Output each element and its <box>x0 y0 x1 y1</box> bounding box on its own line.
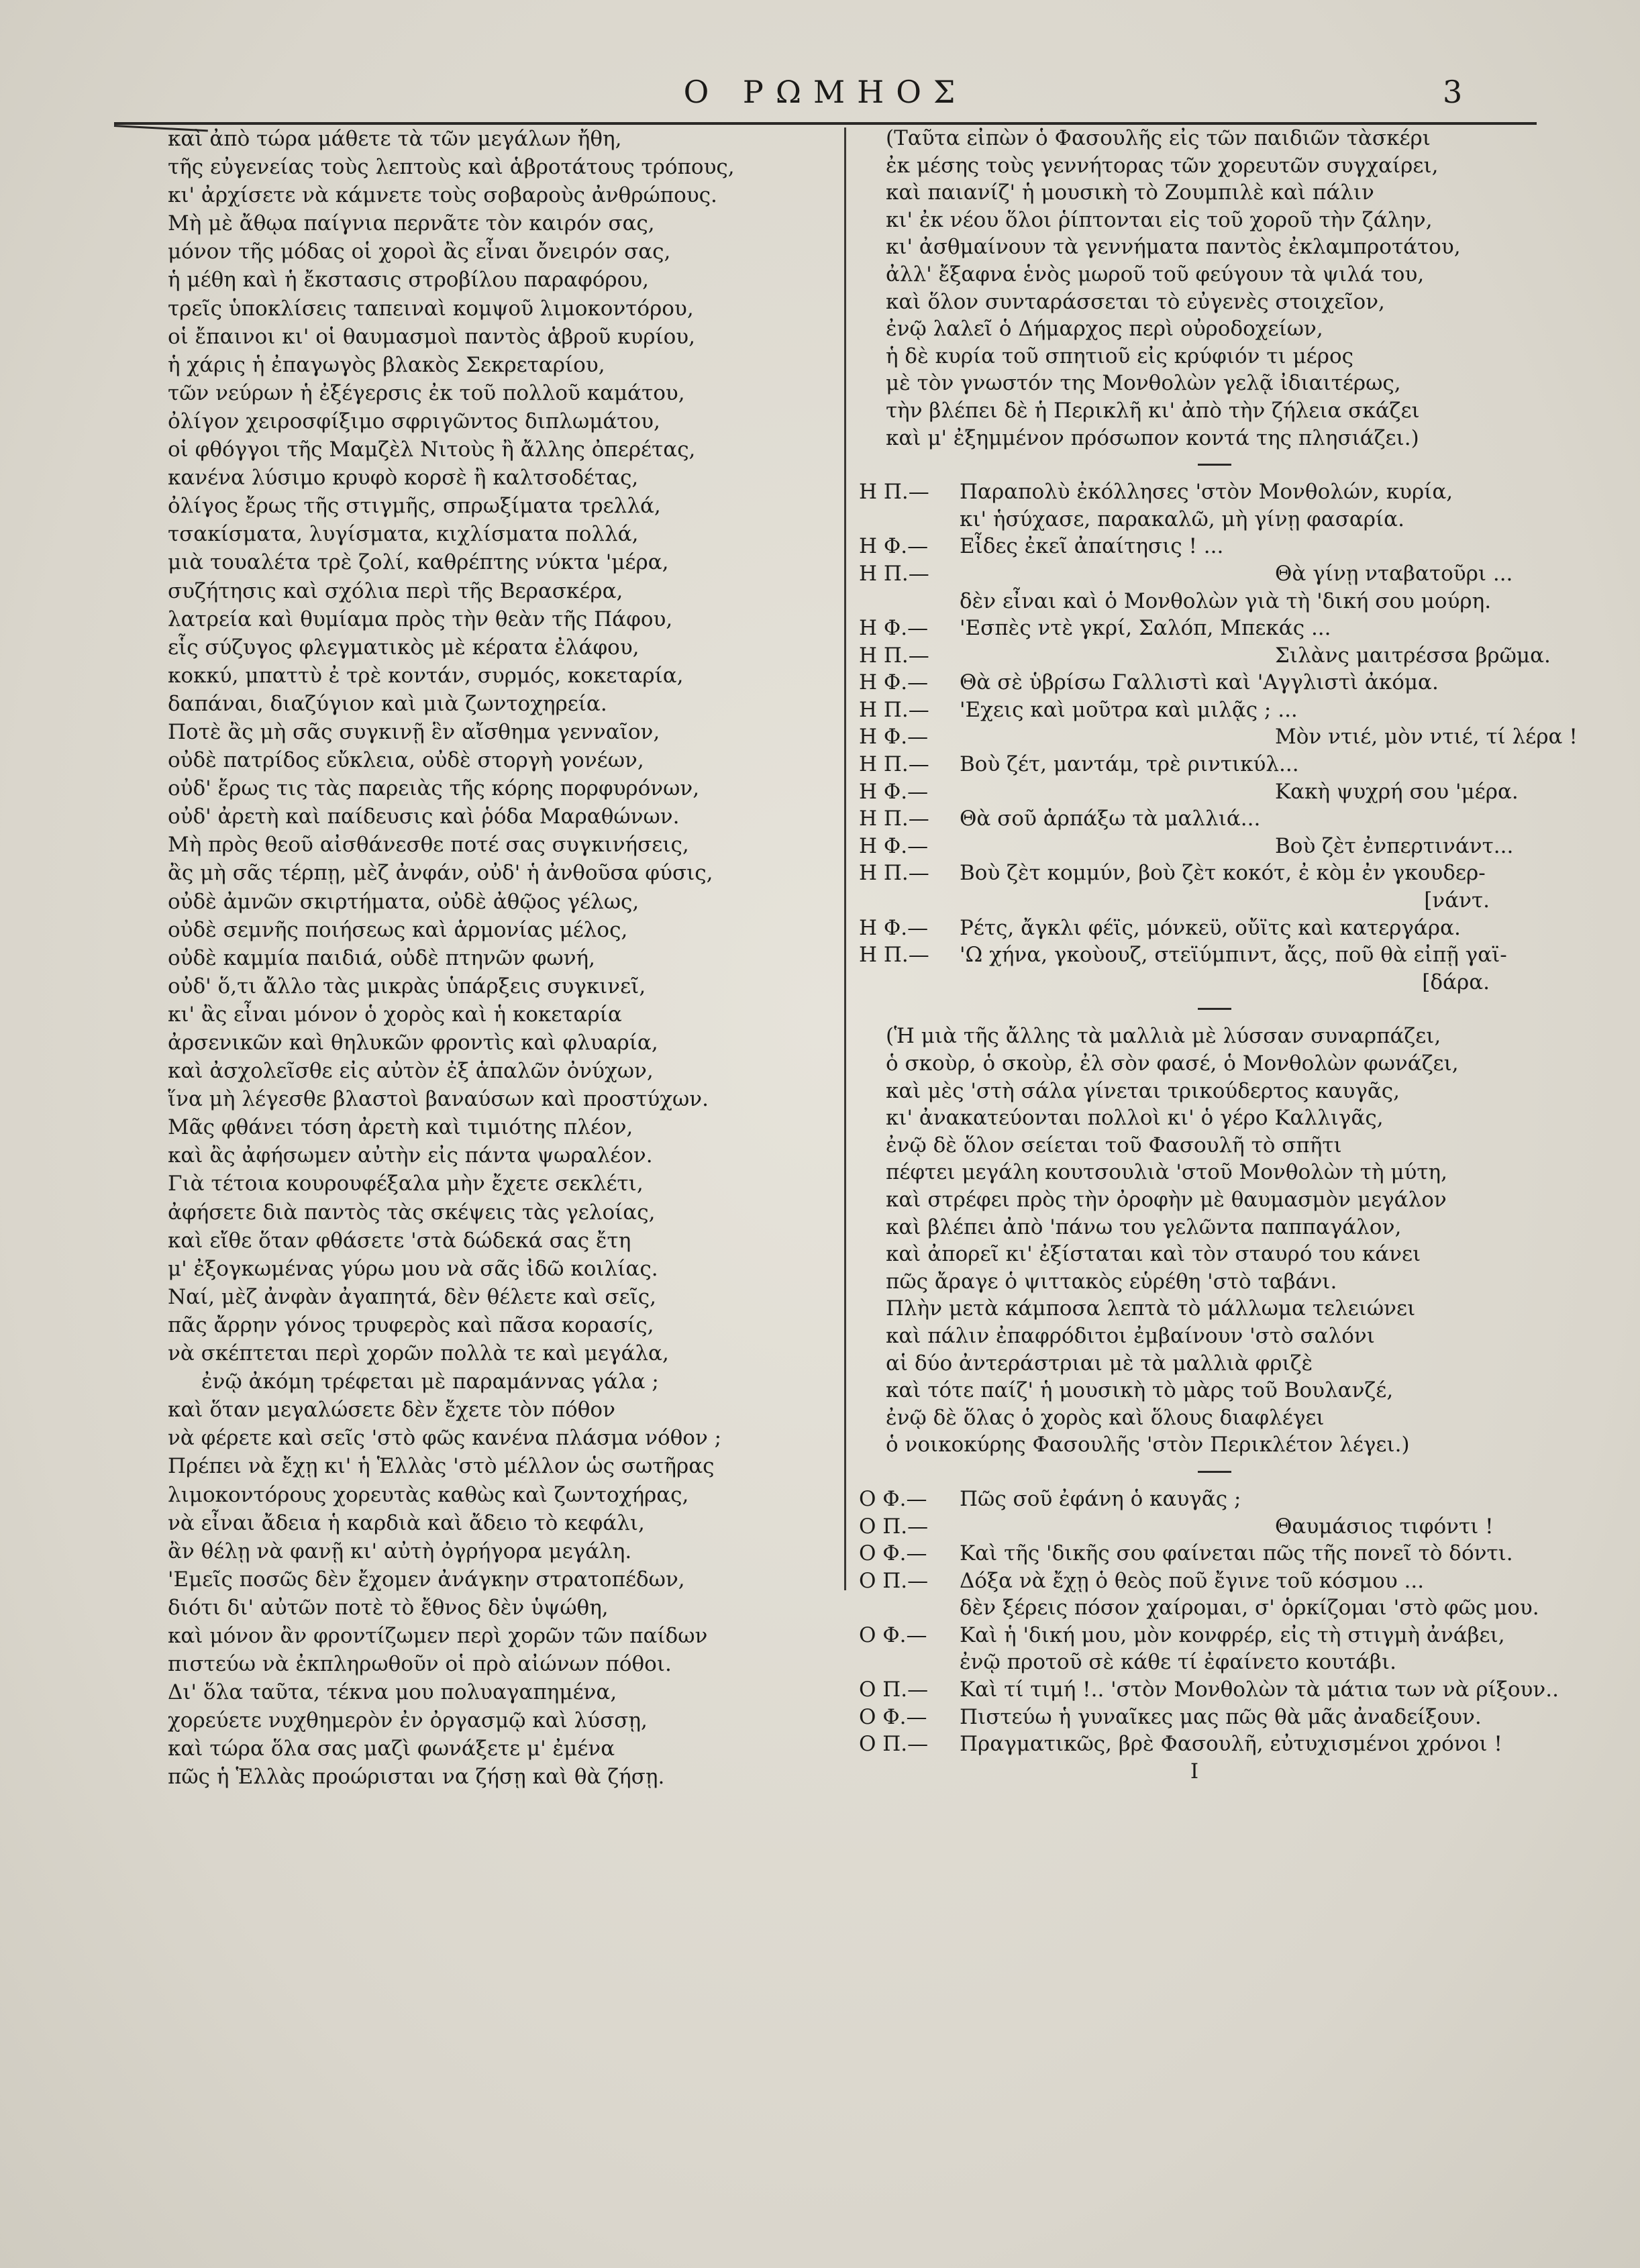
verse-line: μιὰ τουαλέτα τρὲ ζολί, καθρέπτης νύκτα 'μέρα, <box>168 550 669 575</box>
speaker-label: Ο Φ.— <box>859 1622 927 1647</box>
stage-line: ἐνῷ λαλεῖ ὁ Δήμαρχος περὶ οὐροδοχείων, <box>886 317 1323 342</box>
closing-mark: Ι <box>1190 1759 1199 1784</box>
dialogue-line <box>859 1731 1530 1758</box>
dialogue-text: Θὰ σὲ ὑβρίσω Γαλλιστὶ καὶ 'Αγγλιστὶ ἀκόμα. <box>960 670 1439 695</box>
stage-line: ἐνῷ δὲ ὅλας ὁ χορὸς καὶ ὅλους διαφλέγει <box>886 1405 1325 1430</box>
verse-line: νὰ φέρετε καὶ σεῖς 'στὸ φῶς κανένα πλάσμα νόθον ; <box>168 1426 722 1451</box>
verse-line: Δι' ὅλα ταῦτα, τέκνα μου πολυαγαπημένα, <box>168 1680 617 1705</box>
verse-line: ἂς μὴ σᾶς τέρπῃ, μὲζ ἀνφάν, οὐδ' ἡ ἀνθοῦσα φύσις, <box>168 861 713 886</box>
verse-line: Μὴ πρὸς θεοῦ αἰσθάνεσθε ποτέ σας συγκινήσεις, <box>168 833 689 858</box>
speaker-label: Η Π.— <box>859 561 929 586</box>
verse-line: διότι δι' αὐτῶν ποτὲ τὸ ἔθνος δὲν ὑψώθη, <box>168 1595 609 1620</box>
dialogue-text: Καὶ ἡ 'δική μου, μὸν κονφρέρ, εἰς τὴ στιγμὴ ἀνάβει, <box>960 1622 1505 1647</box>
dialogue-text: Βοὺ ζὲτ κομμύν, βοὺ ζὲτ κοκότ, ἐ κὸμ ἐν γκουδερ- <box>960 861 1486 886</box>
verse-line: οὐδ' ἀρετὴ καὶ παίδευσις καὶ ῥόδα Μαραθώνων. <box>168 805 680 829</box>
dialogue-line <box>859 1594 1539 1622</box>
stage-line: ἐκ μέσης τοὺς γεννήτορας τῶν χορευτῶν συγχαίρει, <box>886 153 1439 178</box>
dialogue-text: [νάντ. <box>1424 888 1490 913</box>
dialogue-text: Βοὺ ζέτ, μαντάμ, τρὲ ριντικύλ... <box>960 752 1299 777</box>
dialogue-line <box>859 860 1530 887</box>
dialogue-line <box>859 751 1530 778</box>
dialogue-text: δὲν εἶναι καὶ ὁ Μονθολὼν γιὰ τὴ 'δική σου μούρη. <box>960 588 1492 613</box>
speaker-label: Η Φ.— <box>859 915 929 940</box>
dialogue-line <box>859 533 1530 560</box>
dialogue-text: δὲν ξέρεις πόσον χαίρομαι, σ' ὁρκίζομαι 'στὸ φῶς μου. <box>960 1596 1539 1620</box>
dialogue-line <box>859 1676 1559 1704</box>
dialogue-text: Θὰ σοῦ ἁρπάξω τὰ μαλλιά... <box>960 807 1261 831</box>
verse-line: νὰ εἶναι ἄδεια ἡ καρδιὰ καὶ ἄδειο τὸ κεφάλι, <box>168 1510 645 1535</box>
verse-line: οὐδ' ὅ,τι ἄλλο τὰς μικρὰς ὑπάρξεις συγκινεῖ, <box>168 974 646 998</box>
page-number: 3 <box>1443 74 1463 110</box>
verse-line: τῆς εὐγενείας τοὺς λεπτοὺς καὶ ἁβροτάτους τρόπους, <box>168 155 735 180</box>
dialogue-line <box>859 778 1530 806</box>
dialogue-line <box>859 1567 1530 1595</box>
left-column <box>168 125 839 1792</box>
verse-line: καὶ εἴθε ὅταν φθάσετε 'στὰ δώδεκά σας ἔτη <box>168 1228 631 1253</box>
dialogue-line <box>859 915 1530 942</box>
verse-line: Πρέπει νὰ ἔχῃ κι' ἡ Ἑλλὰς 'στὸ μέλλον ὡς σωτῆρας <box>168 1454 715 1479</box>
dialogue-text: Παραπολὺ ἐκόλλησες 'στὸν Μονθολών, κυρία, <box>960 480 1453 505</box>
dialogue-text: Θὰ γίνῃ νταβατοῦρι ... <box>1275 561 1513 586</box>
speaker-label: Η Φ.— <box>859 534 929 559</box>
dialogue-text: 'Ω χήνα, γκοὺουζ, στεϊύμπιντ, ἄςς, ποῦ θὰ εἰπῇ γαϊ- <box>960 943 1507 968</box>
verse-line: κοκκύ, μπαττὺ ἐ τρὲ κοντάν, συρμός, κοκεταρία, <box>168 663 684 688</box>
dialogue-text: Σιλὰνς μαιτρέσσα βρῶμα. <box>1275 643 1551 668</box>
stage-line: ἐνῷ δὲ ὅλον σείεται τοῦ Φασουλῆ τὸ σπῆτι <box>886 1133 1342 1157</box>
dialogue-line <box>859 1540 1530 1567</box>
stage-line: καὶ μὲς 'στὴ σάλα γίνεται τρικούδερτος καυγᾶς, <box>886 1078 1400 1103</box>
dialogue-text: Εἶδες ἐκεῖ ἀπαίτησις ! ... <box>960 534 1224 559</box>
verse-line: χορεύετε νυχθημερὸν ἐν ὀργασμῷ καὶ λύσσῃ, <box>168 1708 648 1733</box>
speaker-label: Η Π.— <box>859 480 929 505</box>
verse-line: οὐδὲ καμμία παιδιά, οὐδὲ πτηνῶν φωνή, <box>168 945 595 970</box>
section-separator <box>1198 464 1231 466</box>
verse-line: νὰ σκέπτεται περὶ χορῶν πολλὰ τε καὶ μεγάλα, <box>168 1341 669 1366</box>
speaker-label: Η Φ.— <box>859 833 929 858</box>
speaker-label: Ο Π.— <box>859 1514 929 1539</box>
stage-line: πέφτει μεγάλη κουτσουλιὰ 'στοῦ Μονθολὼν τὴ μύτη, <box>886 1160 1447 1185</box>
speaker-label: Η Π.— <box>859 943 929 968</box>
verse-line: ὀλίγος ἔρως τῆς στιγμῆς, σπρωξίματα τρελλά, <box>168 494 661 519</box>
verse-line: τσακίσματα, λυγίσματα, κιχλίσματα πολλά, <box>168 522 639 547</box>
speaker-label: Η Π.— <box>859 643 929 668</box>
verse-line: καὶ μόνον ἂν φροντίζωμεν περὶ χορῶν τῶν παίδων <box>168 1623 708 1648</box>
dialogue-line <box>859 969 1530 996</box>
dialogue-text: κι' ἡσύχασε, παρακαλῶ, μὴ γίνῃ φασαρία. <box>960 507 1404 531</box>
dialogue-2 <box>859 1486 1559 1758</box>
verse-line: λατρεία καὶ θυμίαμα πρὸς τὴν θεὰν τῆς Πάφου, <box>168 607 673 631</box>
stage-line: καὶ ὅλον συνταράσσεται τὸ εὐγενὲς στοιχεῖον, <box>886 289 1385 314</box>
dialogue-line <box>859 1704 1530 1731</box>
verse-line: λιμοκοντόρους χορευτὰς καθὼς καὶ ζωντοχήρας, <box>168 1482 689 1507</box>
dialogue-line <box>859 615 1530 642</box>
dialogue-text: Ρέτς, ἄγκλι φέϊς, μόνκεϋ, οὔϊτς καὶ κατεργάρα. <box>960 915 1461 940</box>
verse-line: τῶν νεύρων ἡ ἐξέγερσις ἐκ τοῦ πολλοῦ καμάτου, <box>168 380 685 405</box>
verse-line: καὶ ἂς ἀφήσωμεν αὐτὴν εἰς πάντα ψωραλέον. <box>168 1143 653 1168</box>
verse-line: ἀφήσετε διὰ παντὸς τὰς σκέψεις τὰς γελοίας, <box>168 1200 656 1225</box>
speaker-label: Ο Φ.— <box>859 1541 927 1566</box>
speaker-label: Η Φ.— <box>859 616 929 641</box>
verse-line: κι' ἂς εἶναι μόνον ὁ χορὸς καὶ ἡ κοκεταρία <box>168 1002 622 1027</box>
verse-line: ἵνα μὴ λέγεσθε βλαστοὶ βαναύσων καὶ προστύχων. <box>168 1087 709 1112</box>
dialogue-line <box>859 588 1530 615</box>
dialogue-text: 'Εσπὲς ντὲ γκρί, Σαλόπ, Μπεκάς ... <box>960 616 1331 641</box>
verse-line: καὶ ἀπὸ τώρα μάθετε τὰ τῶν μεγάλων ἤθη, <box>168 127 622 151</box>
verse-line: 'Εμεῖς ποσῶς δὲν ἔχομεν ἀνάγκην στρατοπέδων, <box>168 1567 685 1592</box>
section-separator <box>1198 1471 1231 1473</box>
stage-line: καὶ πάλιν ἐπαφρόδιτοι ἐμβαίνουν 'στὸ σαλόνι <box>886 1323 1375 1348</box>
dialogue-line <box>859 1513 1530 1541</box>
verse-line: ἡ μέθη καὶ ἡ ἔκστασις στροβίλου παραφόρου, <box>168 268 649 293</box>
verse-line: οὐδὲ ἀμνῶν σκιρτήματα, οὐδὲ ἀθῷος γέλως, <box>168 889 639 914</box>
verse-line: συζήτησις καὶ σχόλια περὶ τῆς Βερασκέρα, <box>168 578 623 603</box>
dialogue-text: Καὶ τῆς 'δικῆς σου φαίνεται πῶς τῆς πονεῖ τὸ δόντι. <box>960 1541 1513 1566</box>
stage-line: ἀλλ' ἔξαφνα ἑνὸς μωροῦ τοῦ φεύγουν τὰ ψιλά του, <box>886 262 1425 287</box>
speaker-label: Ο Φ.— <box>859 1704 927 1729</box>
verse-line: οἱ φθόγγοι τῆς Μαμζὲλ Νιτοὺς ἢ ἄλλης ὀπερέτας, <box>168 437 696 462</box>
verse-line: Γιὰ τέτοια κουρουφέξαλα μὴν ἔχετε σεκλέτι, <box>168 1172 644 1196</box>
speaker-label: Η Π.— <box>859 807 929 831</box>
verse-line: καὶ ὅταν μεγαλώσετε δὲν ἔχετε τὸν πόθον <box>168 1398 615 1423</box>
verse-line: καὶ τώρα ὅλα σας μαζὶ φωνάξετε μ' ἐμένα <box>168 1737 615 1761</box>
speaker-label: Ο Π.— <box>859 1678 929 1702</box>
speaker-label: Η Π.— <box>859 752 929 777</box>
verse-line: οἱ ἔπαινοι κι' οἱ θαυμασμοὶ παντὸς ἁβροῦ κυρίου, <box>168 324 695 349</box>
speaker-label: Η Π.— <box>859 697 929 722</box>
verse-line: καὶ ἀσχολεῖσθε εἰς αὐτὸν ἐξ ἁπαλῶν ὀνύχων, <box>168 1059 654 1084</box>
speaker-label: Ο Π.— <box>859 1568 929 1593</box>
dialogue-line <box>859 1649 1530 1676</box>
stage-line: (Ἡ μιὰ τῆς ἄλλης τὰ μαλλιὰ μὲ λύσσαν συναρπάζει, <box>886 1024 1441 1049</box>
stage-line: κι' ἀσθμαίνουν τὰ γεννήματα παντὸς ἐκλαμπροτάτου, <box>886 235 1461 260</box>
dialogue-line <box>859 669 1530 697</box>
speaker-label: Η Φ.— <box>859 779 929 804</box>
stage-line: κι' ἀνακατεύονται πολλοὶ κι' ὁ γέρο Καλλιγᾶς, <box>886 1106 1384 1131</box>
verse-line: μόνον τῆς μόδας οἱ χοροὶ ἂς εἶναι ὄνειρόν σας, <box>168 240 671 264</box>
stage-line: καὶ τότε παίζ' ἡ μουσικὴ τὸ μὰρς τοῦ Βουλανζέ, <box>886 1378 1394 1403</box>
dialogue-line <box>859 642 1551 670</box>
dialogue-line <box>859 478 1530 506</box>
dialogue-line <box>859 1622 1530 1649</box>
stage-line: αἱ δύο ἀντεράστριαι μὲ τὰ μαλλιὰ φριζὲ <box>886 1351 1313 1376</box>
dialogue-text: Μὸν ντιέ, μὸν ντιέ, τί λέρα ! <box>1275 725 1578 750</box>
stage-line: ἡ δὲ κυρία τοῦ σπητιοῦ εἰς κρύφιόν τι μέρος <box>886 344 1353 368</box>
verse-line: κι' ἀρχίσετε νὰ κάμνετε τοὺς σοβαροὺς ἀνθρώπους. <box>168 183 717 208</box>
speaker-label: Η Φ.— <box>859 670 929 695</box>
stage-line: καὶ μ' ἐξημμένον πρόσωπον κοντά της πλησιάζει.) <box>886 425 1419 450</box>
stage-direction-1 <box>859 125 1530 452</box>
dialogue-line <box>859 941 1530 969</box>
verse-line: εἷς σύζυγος φλεγματικὸς μὲ κέρατα ἐλάφου, <box>168 635 639 660</box>
masthead: Ο ΡΩΜΗΟΣ <box>683 74 968 110</box>
stage-line: (Ταῦτα εἰπὼν ὁ Φασουλῆς εἰς τῶν παιδιῶν τὰσκέρι <box>886 126 1431 150</box>
verse-line: πιστεύω νὰ ἐκπληρωθοῦν οἱ πρὸ αἰώνων πόθοι. <box>168 1652 672 1677</box>
verse-line: ἐνῷ ἀκόμη τρέφεται μὲ παραμάννας γάλα ; <box>201 1370 659 1394</box>
stage-line: τὴν βλέπει δὲ ἡ Περικλῆ κι' ἀπὸ τὴν ζήλεια σκάζει <box>886 398 1420 423</box>
dialogue-text: Πραγματικῶς, βρὲ Φασουλῆ, εὐτυχισμένοι χρόνοι ! <box>960 1732 1502 1757</box>
dialogue-text: ἐνῷ προτοῦ σὲ κάθε τί ἐφαίνετο κουτάβι. <box>960 1650 1396 1675</box>
verse-line: κανένα λύσιμο κρυφὸ κορσὲ ἢ καλτσοδέτας, <box>168 466 639 491</box>
speaker-label: Η Φ.— <box>859 725 929 750</box>
dialogue-text: Καὶ τί τιμή !.. 'στὸν Μονθολὼν τὰ μάτια των νὰ ρίξουν.. <box>960 1678 1559 1702</box>
stage-direction-2 <box>859 1023 1530 1459</box>
dialogue-text: Πιστεύω ἡ γυναῖκες μας πῶς θὰ μᾶς ἀναδείξουν. <box>960 1704 1482 1729</box>
stage-line: κι' ἐκ νέου ὅλοι ῥίπτονται εἰς τοῦ χοροῦ τὴν ζάλην, <box>886 207 1433 232</box>
verse-line: ὀλίγον χειροσφίξιμο σφριγῶντος διπλωμάτου, <box>168 409 660 433</box>
page-header <box>0 74 1640 114</box>
verse-line: ἡ χάρις ἡ ἐπαγωγὸς βλακὸς Σεκρεταρίου, <box>168 352 605 377</box>
verse-line: Μὴ μὲ ἄθῳα παίγνια περνᾶτε τὸν καιρόν σας, <box>168 211 655 236</box>
verse-line: πῶς ἡ Ἑλλὰς προώρισται να ζήσῃ καὶ θὰ ζήσῃ. <box>168 1765 665 1790</box>
verse-line: οὐδὲ πατρίδος εὔκλεια, οὐδὲ στοργὴ γονέων, <box>168 748 644 773</box>
stage-line: Πλὴν μετὰ κάμποσα λεπτὰ τὸ μάλλωμα τελειώνει <box>886 1296 1416 1321</box>
verse-line: Μᾶς φθάνει τόση ἀρετὴ καὶ τιμιότης πλέον, <box>168 1115 633 1140</box>
verse-line: Ναί, μὲζ ἀνφὰν ἀγαπητά, δὲν θέλετε καὶ σεῖς, <box>168 1284 657 1309</box>
verse-line: Ποτὲ ἂς μὴ σᾶς συγκινῇ ἓν αἴσθημα γενναῖον, <box>168 719 660 744</box>
dialogue-text: 'Εχεις καὶ μοῦτρα καὶ μιλᾷς ; ... <box>960 697 1298 722</box>
speaker-label: Ο Π.— <box>859 1732 929 1757</box>
dialogue-line <box>859 887 1530 915</box>
stage-line: ὁ νοικοκύρης Φασουλῆς 'στὸν Περικλέτον λέγει.) <box>886 1433 1410 1457</box>
section-separator <box>1198 1008 1231 1010</box>
verse-line: τρεῖς ὑποκλίσεις ταπειναὶ κομψοῦ λιμοκοντόρου, <box>168 296 694 321</box>
stage-line: πῶς ἄραγε ὁ ψιττακὸς εὑρέθη 'στὸ ταβάνι. <box>886 1269 1337 1294</box>
stage-line: ὁ σκοὺρ, ὁ σκοὺρ, ἐλ σὸν φασέ, ὁ Μονθολὼν φωνάζει, <box>886 1051 1459 1076</box>
verse-line: ἀρσενικῶν καὶ θηλυκῶν φροντὶς καὶ φλυαρία, <box>168 1031 658 1055</box>
stage-line: καὶ παιανίζ' ἡ μουσικὴ τὸ Ζουμπιλὲ καὶ πάλιν <box>886 181 1374 205</box>
dialogue-text: Κακὴ ψυχρή σου 'μέρα. <box>1275 779 1519 804</box>
dialogue-line <box>859 1486 1530 1513</box>
verse-line: δαπάναι, διαζύγιον καὶ μιὰ ζωντοχηρεία. <box>168 691 607 716</box>
dialogue-line <box>859 560 1530 588</box>
dialogue-line <box>859 506 1530 533</box>
column-divider <box>844 127 846 1590</box>
right-column <box>859 125 1578 1785</box>
dialogue-text: Βοὺ ζὲτ ἐνπερτινάντ... <box>1275 833 1514 858</box>
verse-line: μ' ἐξογκωμένας γύρω μου νὰ σᾶς ἰδῶ κοιλίας. <box>168 1256 658 1281</box>
verse-line: οὐδ' ἔρως τις τὰς παρειὰς τῆς κόρης πορφυρόνων, <box>168 776 700 801</box>
dialogue-text: [δάρα. <box>1422 970 1490 994</box>
stage-line: καὶ ἀπορεῖ κι' ἐξίσταται καὶ τὸν σταυρό του κάνει <box>886 1242 1421 1267</box>
dialogue-line <box>859 723 1578 751</box>
stage-line: καὶ βλέπει ἀπὸ 'πάνω του γελῶντα παππαγάλον, <box>886 1215 1402 1239</box>
verse-line: πᾶς ἄρρην γόνος τρυφερὸς καὶ πᾶσα κορασίς, <box>168 1312 654 1337</box>
speaker-label: Ο Φ.— <box>859 1486 927 1511</box>
dialogue-1 <box>859 478 1578 996</box>
verse-line: οὐδὲ σεμνῆς ποιήσεως καὶ ἁρμονίας μέλος, <box>168 917 628 942</box>
dialogue-text: Δόξα νὰ ἔχῃ ὁ θεὸς ποῦ ἔγινε τοῦ κόσμου ... <box>960 1568 1425 1593</box>
dialogue-line <box>859 805 1530 833</box>
stage-line: καὶ στρέφει πρὸς τὴν ὀροφὴν μὲ θαυμασμὸν μεγάλον <box>886 1187 1447 1212</box>
verse-line: ἂν θέλῃ νὰ φανῇ κι' αὐτὴ ὀγρήγορα μεγάλη. <box>168 1539 632 1563</box>
dialogue-line <box>859 833 1530 860</box>
dialogue-line <box>859 697 1530 724</box>
dialogue-text: Πῶς σοῦ ἐφάνη ὁ καυγᾶς ; <box>960 1486 1241 1511</box>
stage-line: μὲ τὸν γνωστόν της Μονθολὼν γελᾷ ἰδιαιτέρως, <box>886 371 1401 396</box>
speaker-label: Η Π.— <box>859 861 929 886</box>
dialogue-text: Θαυμάσιος τιφόντι ! <box>1275 1514 1494 1539</box>
